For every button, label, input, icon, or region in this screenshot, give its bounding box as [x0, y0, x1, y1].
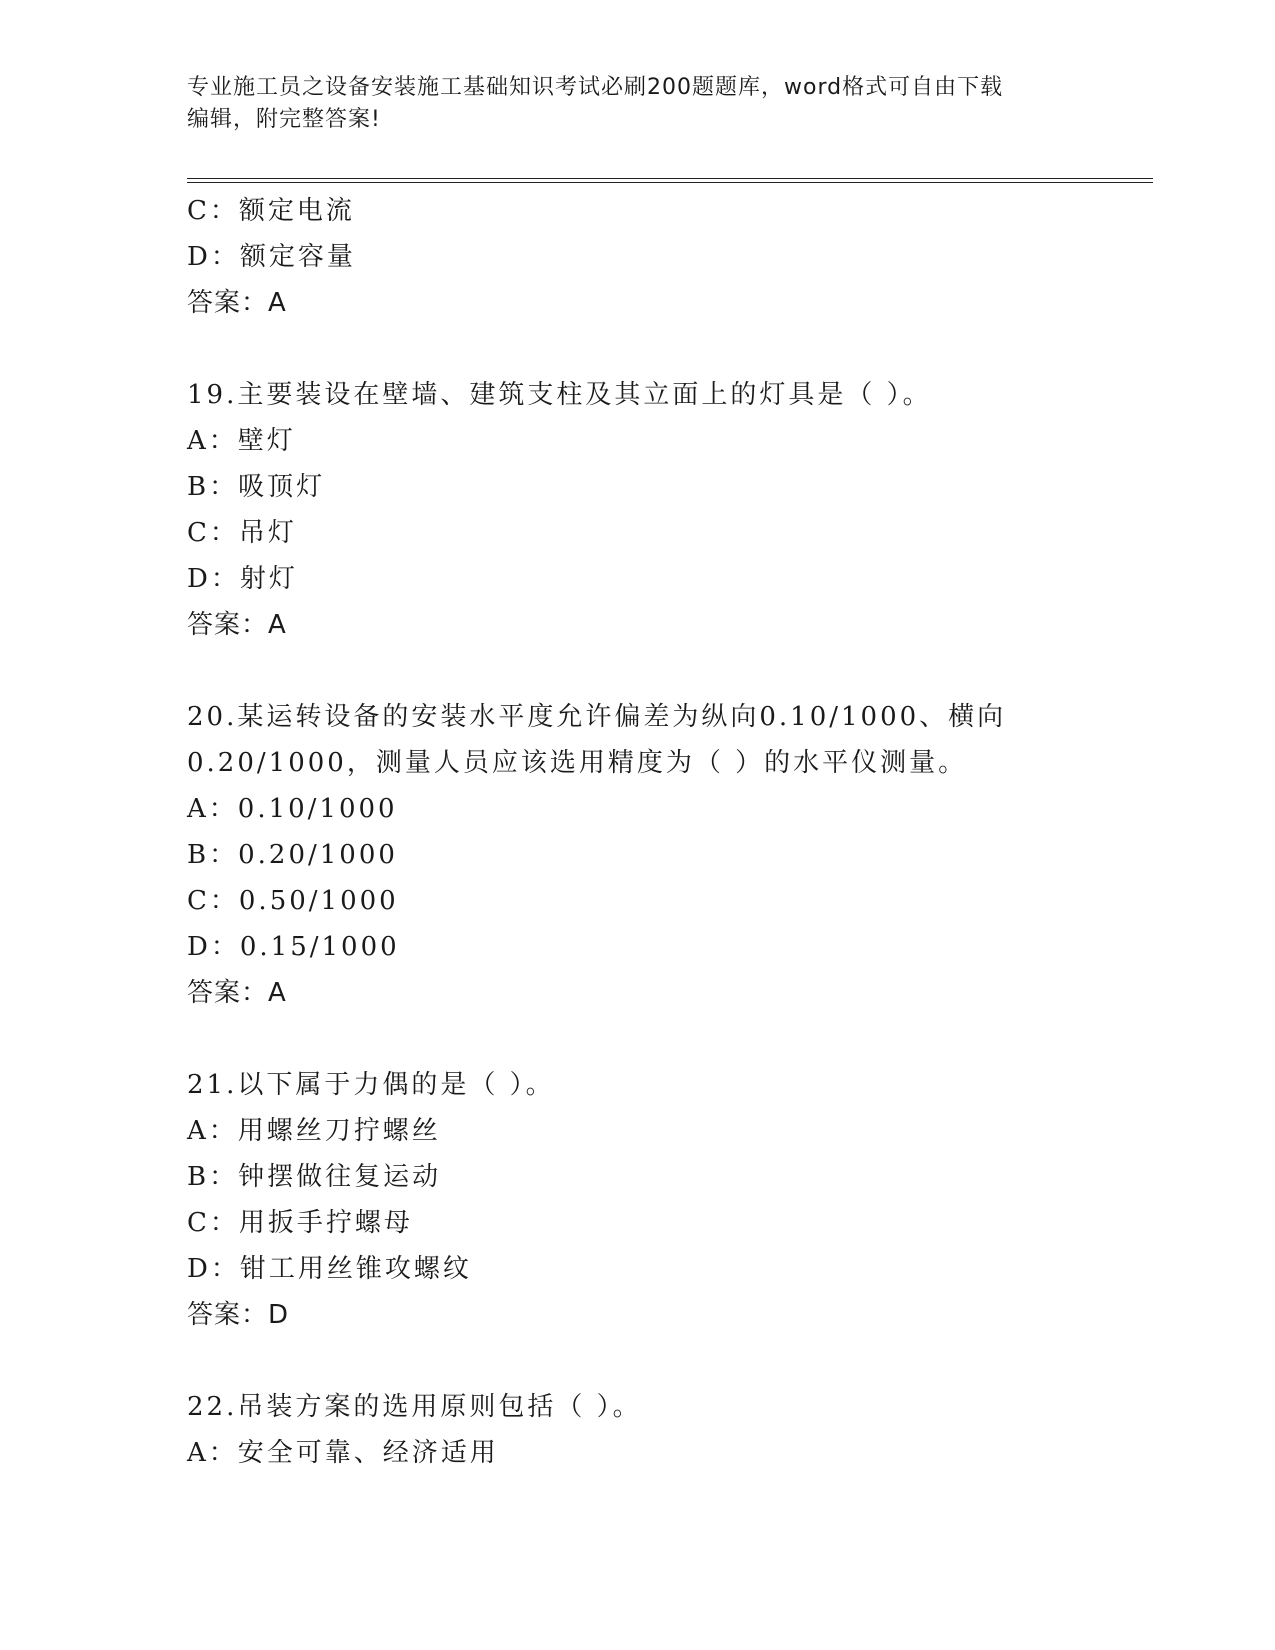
- answer: 答案：A: [187, 288, 287, 318]
- option-c: C：用扳手拧螺母: [187, 1208, 413, 1238]
- option-a: A：安全可靠、经济适用: [187, 1438, 499, 1468]
- question-19: [187, 372, 1153, 648]
- header-title-line1: 专业施工员之设备安装施工基础知识考试必刷200题题库，word格式可自由下载: [187, 75, 1004, 100]
- option-d: D：钳工用丝锥攻螺纹: [187, 1254, 472, 1284]
- option-d: D：0.15/1000: [187, 932, 400, 962]
- question-list: [187, 188, 1153, 1476]
- question-22: [187, 1384, 1153, 1476]
- document-header: [187, 72, 1087, 136]
- option-b: B：钟摆做往复运动: [187, 1162, 442, 1192]
- question-stem: 19.主要装设在壁墙、建筑支柱及其立面上的灯具是（ ）。: [187, 380, 932, 410]
- question-stem-line2: 0.20/1000，测量人员应该选用精度为（ ）的水平仪测量。: [187, 748, 968, 778]
- question-stem-line1: 20.某运转设备的安装水平度允许偏差为纵向0.10/1000、横向: [187, 702, 1007, 732]
- option-b: B：吸顶灯: [187, 472, 326, 502]
- answer: 答案：D: [187, 1300, 290, 1330]
- spacer: [187, 326, 1153, 372]
- option-d: D：额定容量: [187, 242, 356, 272]
- header-divider: [187, 178, 1153, 183]
- spacer: [187, 648, 1153, 694]
- option-a: A：壁灯: [187, 426, 296, 456]
- question-20: [187, 694, 1153, 1016]
- option-c: C：额定电流: [187, 196, 355, 226]
- answer: 答案：A: [187, 978, 287, 1008]
- option-d: D：射灯: [187, 564, 298, 594]
- option-a: A：0.10/1000: [187, 794, 398, 824]
- option-b: B：0.20/1000: [187, 840, 398, 870]
- question-stem: 21.以下属于力偶的是（ ）。: [187, 1070, 555, 1100]
- spacer: [187, 1016, 1153, 1062]
- question-stem: 22.吊装方案的选用原则包括（ ）。: [187, 1392, 642, 1422]
- spacer: [187, 1338, 1153, 1384]
- option-c: C：吊灯: [187, 518, 297, 548]
- option-a: A：用螺丝刀拧螺丝: [187, 1116, 441, 1146]
- question-21: [187, 1062, 1153, 1338]
- question-18: [187, 188, 1153, 326]
- option-c: C：0.50/1000: [187, 886, 399, 916]
- header-title-line2: 编辑，附完整答案!: [187, 107, 381, 132]
- answer: 答案：A: [187, 610, 287, 640]
